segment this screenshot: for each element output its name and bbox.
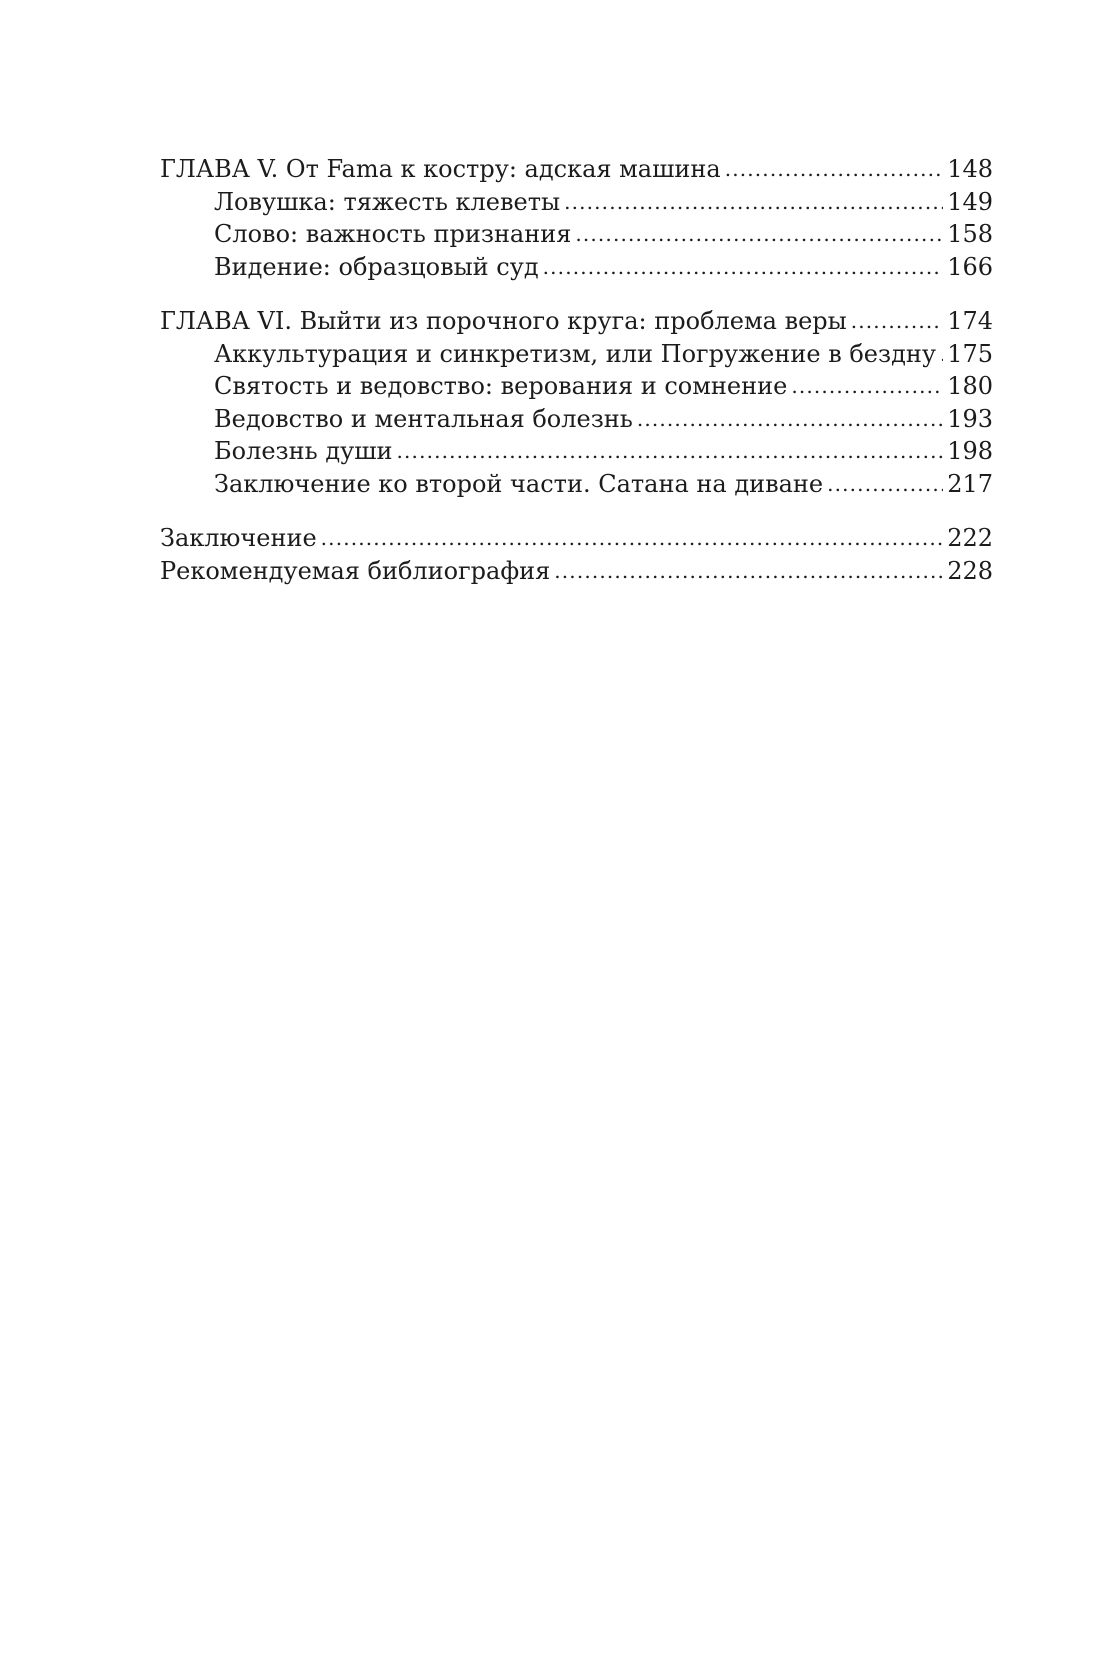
toc-entry-title: Болезнь души — [214, 437, 393, 465]
dot-leader — [543, 250, 944, 284]
toc-entry-page: 175 — [947, 339, 993, 368]
toc-entry-page: 180 — [947, 372, 993, 400]
toc-entry-title: ГЛАВА V. От Fama к костру: адская машина — [160, 155, 721, 183]
dot-leader — [637, 402, 943, 436]
toc-entry-page: 198 — [947, 437, 993, 465]
toc-entry-title: Святость и ведовство: верования и сомнение — [214, 372, 788, 400]
dot-leader — [725, 152, 943, 186]
toc-entry-title: Заключение ко второй части. Сатана на диване — [214, 469, 824, 498]
toc-entry-word — [160, 218, 993, 251]
toc-entry-title: Ловушка: тяжесть клеветы — [214, 187, 561, 216]
toc-entry-trap — [160, 186, 993, 219]
toc-entry-page: 228 — [947, 556, 993, 585]
toc-entry-page: 149 — [947, 187, 993, 216]
toc-entry-title: Заключение — [160, 524, 317, 552]
toc-entry-page: 148 — [947, 155, 993, 183]
toc-entry-acculturation — [160, 338, 993, 371]
toc-group-back-matter — [160, 522, 993, 587]
dot-leader — [554, 554, 943, 588]
dot-leader — [397, 434, 944, 468]
toc-group-chapter-6 — [160, 305, 993, 500]
dot-leader — [851, 304, 943, 338]
toc-entry-page: 222 — [947, 524, 993, 552]
dot-leader — [940, 337, 943, 371]
toc-entry-part-two-conclusion — [160, 468, 993, 501]
toc-entry-page: 158 — [947, 220, 993, 248]
dot-leader — [575, 217, 943, 251]
toc-entry-witchcraft-mental — [160, 403, 993, 436]
toc-entry-page: 166 — [947, 252, 993, 281]
toc-entry-page: 174 — [947, 307, 993, 335]
dot-leader — [791, 369, 943, 403]
toc-entry-chapter-5 — [160, 153, 993, 186]
toc-entry-title: ГЛАВА VI. Выйти из порочного круга: проблема веры — [160, 307, 847, 335]
toc-entry-holiness — [160, 370, 993, 403]
toc-entry-title: Ведовство и ментальная болезнь — [214, 404, 633, 433]
toc-entry-title: Рекомендуемая библиография — [160, 556, 551, 585]
toc-group-chapter-5 — [160, 153, 993, 283]
dot-leader — [321, 521, 944, 555]
dot-leader — [827, 467, 943, 501]
toc-entry-page: 193 — [947, 404, 993, 433]
toc-entry-page: 217 — [947, 469, 993, 498]
toc-entry-title: Аккультурация и синкретизм, или Погружение в бездну — [214, 339, 936, 368]
table-of-contents — [160, 153, 993, 609]
toc-entry-chapter-6 — [160, 305, 993, 338]
toc-entry-title: Слово: важность признания — [214, 220, 572, 248]
toc-entry-vision — [160, 251, 993, 284]
toc-entry-bibliography — [160, 555, 993, 588]
toc-entry-conclusion — [160, 522, 993, 555]
toc-entry-title: Видение: образцовый суд — [214, 252, 539, 281]
toc-entry-soul-disease — [160, 435, 993, 468]
dot-leader — [564, 185, 943, 219]
